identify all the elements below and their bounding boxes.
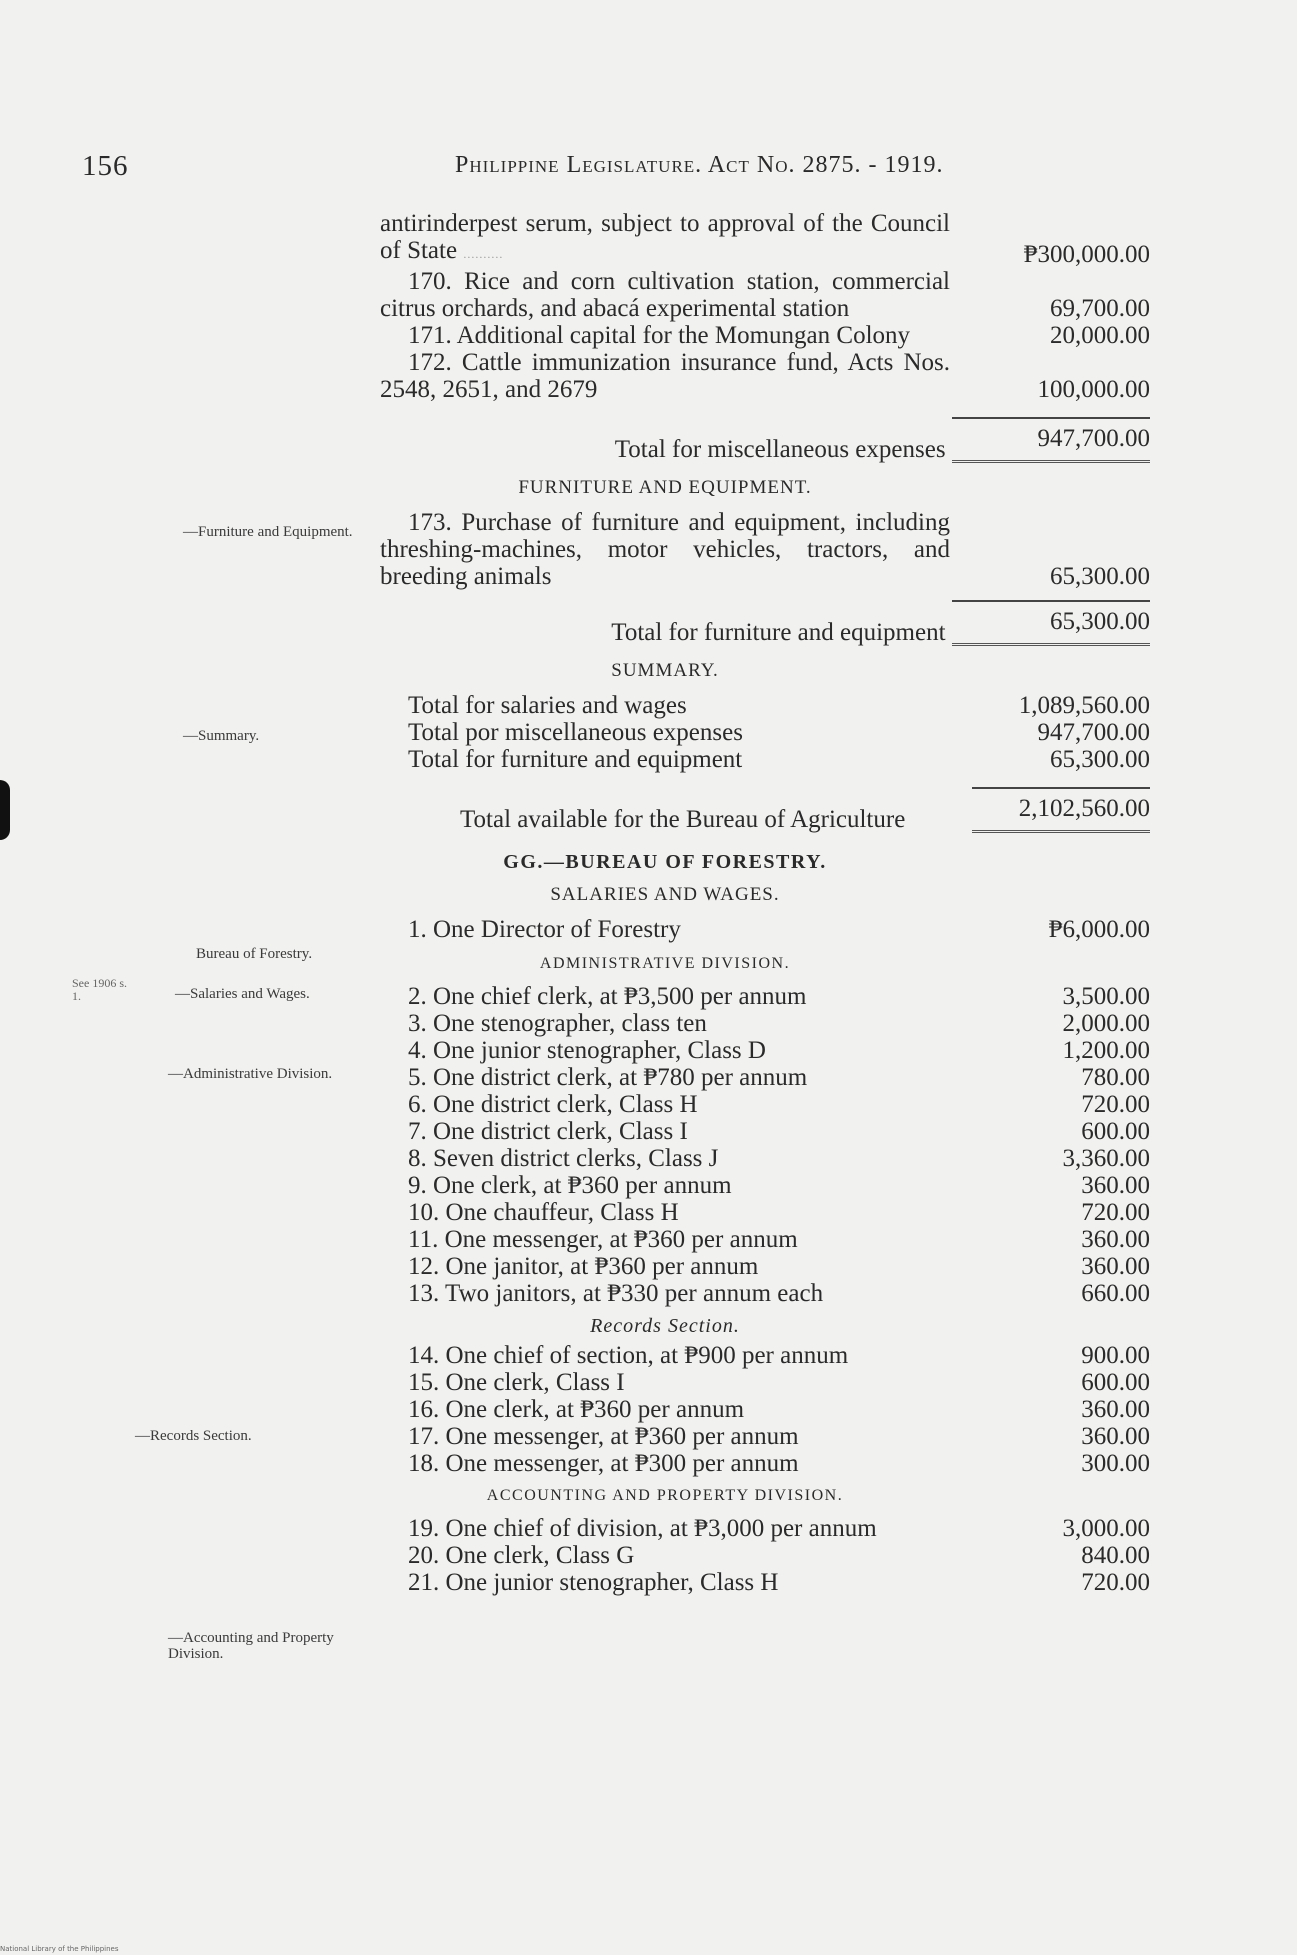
list-item	[380, 1064, 1150, 1091]
list-item	[380, 1010, 1150, 1037]
item-text: 21. One junior stenographer, Class H	[408, 1569, 779, 1596]
list-item	[380, 322, 1150, 349]
item-amount: 360.00	[1081, 1172, 1150, 1199]
item-text: 3. One stenographer, class ten	[408, 1010, 707, 1037]
item-text: 2. One chief clerk, at ₱3,500 per annum	[408, 983, 807, 1010]
list-item	[380, 1172, 1150, 1199]
list-item	[380, 1253, 1150, 1280]
item-amount: 720.00	[1081, 1199, 1150, 1226]
item-amount: 300.00	[1081, 1450, 1150, 1477]
item-amount: 360.00	[1081, 1396, 1150, 1423]
list-item	[380, 1342, 1150, 1369]
list-item	[380, 1369, 1150, 1396]
item-text: 171. Additional capital for the Momungan Colony	[408, 322, 911, 349]
list-item	[380, 1037, 1150, 1064]
item-amount: 720.00	[1081, 1091, 1150, 1118]
item-text: 15. One clerk, Class I	[408, 1369, 625, 1396]
list-item	[380, 983, 1150, 1010]
item-amount: 1,200.00	[1062, 1037, 1150, 1064]
running-head: Philippine Legislature. Act No. 2875. - 1919.	[455, 152, 944, 178]
list-item	[380, 1569, 1150, 1596]
item-amount: 3,500.00	[1062, 983, 1150, 1010]
item-amount: 840.00	[1081, 1542, 1150, 1569]
total-label: Total available for the Bureau of Agriculture	[460, 806, 906, 833]
item-amount: 360.00	[1081, 1226, 1150, 1253]
item-text: 7. One district clerk, Class I	[408, 1118, 688, 1145]
list-item	[380, 1515, 1150, 1542]
item-text: 18. One messenger, at ₱300 per annum	[408, 1450, 799, 1477]
item-amount: 65,300.00	[1050, 563, 1150, 590]
list-item	[380, 1423, 1150, 1450]
margin-note-records: —Records Section.	[135, 1428, 252, 1444]
total-amount: 947,700.00	[952, 417, 1150, 463]
total-label: Total for miscellaneous expenses	[614, 436, 946, 463]
margin-note-administrative: —Administrative Division.	[168, 1066, 333, 1082]
list-item	[380, 1396, 1150, 1423]
list-item	[380, 1118, 1150, 1145]
item-text: 172. Cattle immunization insurance fund, Acts Nos. 2548, 2651, and 2679	[380, 349, 950, 403]
list-item	[380, 1280, 1150, 1307]
item-text: 20. One clerk, Class G	[408, 1542, 635, 1569]
list-item	[380, 1542, 1150, 1569]
list-item	[380, 1199, 1150, 1226]
section-heading: GG.—BUREAU OF FORESTRY.	[503, 851, 827, 873]
item-text: 170. Rice and corn cultivation station, commercial citrus orchards, and abacá experimental station	[380, 268, 950, 322]
total-amount: 65,300.00	[952, 600, 1150, 646]
item-text: 8. Seven district clerks, Class J	[408, 1145, 719, 1172]
item-amount: 3,360.00	[1062, 1145, 1150, 1172]
item-amount: 1,089,560.00	[1018, 692, 1150, 719]
item-text: 12. One janitor, at ₱360 per annum	[408, 1253, 759, 1280]
item-text: 13. Two janitors, at ₱330 per annum each	[408, 1280, 824, 1307]
margin-note-salaries: —Salaries and Wages.	[175, 986, 310, 1002]
total-label: Total for furniture and equipment	[611, 619, 946, 646]
grand-total-row	[380, 787, 1150, 833]
list-item	[380, 1145, 1150, 1172]
item-amount: 660.00	[1081, 1280, 1150, 1307]
item-amount: 600.00	[1081, 1118, 1150, 1145]
item-text: Total por miscellaneous expenses	[408, 719, 743, 746]
item-text: 4. One junior stenographer, Class D	[408, 1037, 766, 1064]
item-amount: 20,000.00	[1050, 322, 1150, 349]
item-text: 17. One messenger, at ₱360 per annum	[408, 1423, 799, 1450]
item-text: 19. One chief of division, at ₱3,000 per annum	[408, 1515, 877, 1542]
section-heading: ADMINISTRATIVE DIVISION.	[539, 955, 791, 972]
sub-heading: SALARIES AND WAGES.	[550, 884, 780, 905]
margin-note-summary: —Summary.	[183, 728, 260, 744]
item-text: 14. One chief of section, at ₱900 per annum	[408, 1342, 849, 1369]
main-text	[380, 210, 1150, 1596]
item-text: 16. One clerk, at ₱360 per annum	[408, 1396, 745, 1423]
section-heading: FURNITURE AND EQUIPMENT.	[518, 477, 812, 498]
item-text: 1. One Director of Forestry	[408, 916, 681, 943]
section-heading: Records Section.	[590, 1315, 740, 1337]
item-text: 11. One messenger, at ₱360 per annum	[408, 1226, 798, 1253]
item-text: 173. Purchase of furniture and equipment, including threshing-machines, motor vehicles, tractors, and breeding animals	[380, 509, 950, 590]
item-text: antirinderpest serum, subject to approval of the Council of State	[380, 210, 950, 264]
margin-note-furniture: —Furniture and Equipment.	[183, 524, 353, 540]
item-amount: 65,300.00	[1050, 746, 1150, 773]
item-text: 6. One district clerk, Class H	[408, 1091, 698, 1118]
item-amount: 2,000.00	[1062, 1010, 1150, 1037]
item-amount: 69,700.00	[1050, 295, 1150, 322]
item-amount: 100,000.00	[1037, 376, 1150, 403]
list-item	[380, 692, 1150, 719]
list-item	[380, 916, 1150, 943]
item-amount: 780.00	[1081, 1064, 1150, 1091]
margin-note-see: See 1906 s. 1.	[72, 976, 127, 1003]
list-item	[380, 268, 1150, 322]
list-item	[380, 746, 1150, 773]
item-amount: 900.00	[1081, 1342, 1150, 1369]
margin-note-accounting: —Accounting and Property Division.	[168, 1630, 334, 1662]
list-item	[380, 1226, 1150, 1253]
list-item	[380, 1450, 1150, 1477]
page-number: 156	[82, 150, 129, 182]
total-row	[380, 600, 1150, 646]
item-amount: 360.00	[1081, 1253, 1150, 1280]
item-amount: 3,000.00	[1062, 1515, 1150, 1542]
item-text: Total for furniture and equipment	[408, 746, 743, 773]
item-amount: 720.00	[1081, 1569, 1150, 1596]
list-item: antirinderpest serum, subject to approval of the Council of State .......... ₱300,000.00	[380, 210, 1150, 268]
section-heading: SUMMARY.	[611, 660, 719, 681]
margin-note-bureau: Bureau of Forestry.	[196, 946, 313, 962]
binding-mark	[0, 780, 10, 840]
list-item	[380, 1091, 1150, 1118]
list-item	[380, 719, 1150, 746]
item-amount: 360.00	[1081, 1423, 1150, 1450]
item-amount: 600.00	[1081, 1369, 1150, 1396]
item-amount: ₱6,000.00	[1048, 916, 1150, 943]
item-text: 10. One chauffeur, Class H	[408, 1199, 679, 1226]
item-amount: 947,700.00	[1037, 719, 1150, 746]
item-amount: ₱300,000.00	[1023, 241, 1150, 268]
footer-credit: National Library of the Philippines	[0, 1945, 119, 1953]
item-text: 5. One district clerk, at ₱780 per annum	[408, 1064, 808, 1091]
list-item	[380, 509, 1150, 590]
section-heading: ACCOUNTING AND PROPERTY DIVISION.	[486, 1487, 844, 1504]
total-amount: 2,102,560.00	[972, 787, 1150, 833]
list-item	[380, 349, 1150, 403]
item-text: Total for salaries and wages	[408, 692, 687, 719]
total-row	[380, 417, 1150, 463]
item-text: 9. One clerk, at ₱360 per annum	[408, 1172, 732, 1199]
page-header	[0, 150, 1297, 190]
